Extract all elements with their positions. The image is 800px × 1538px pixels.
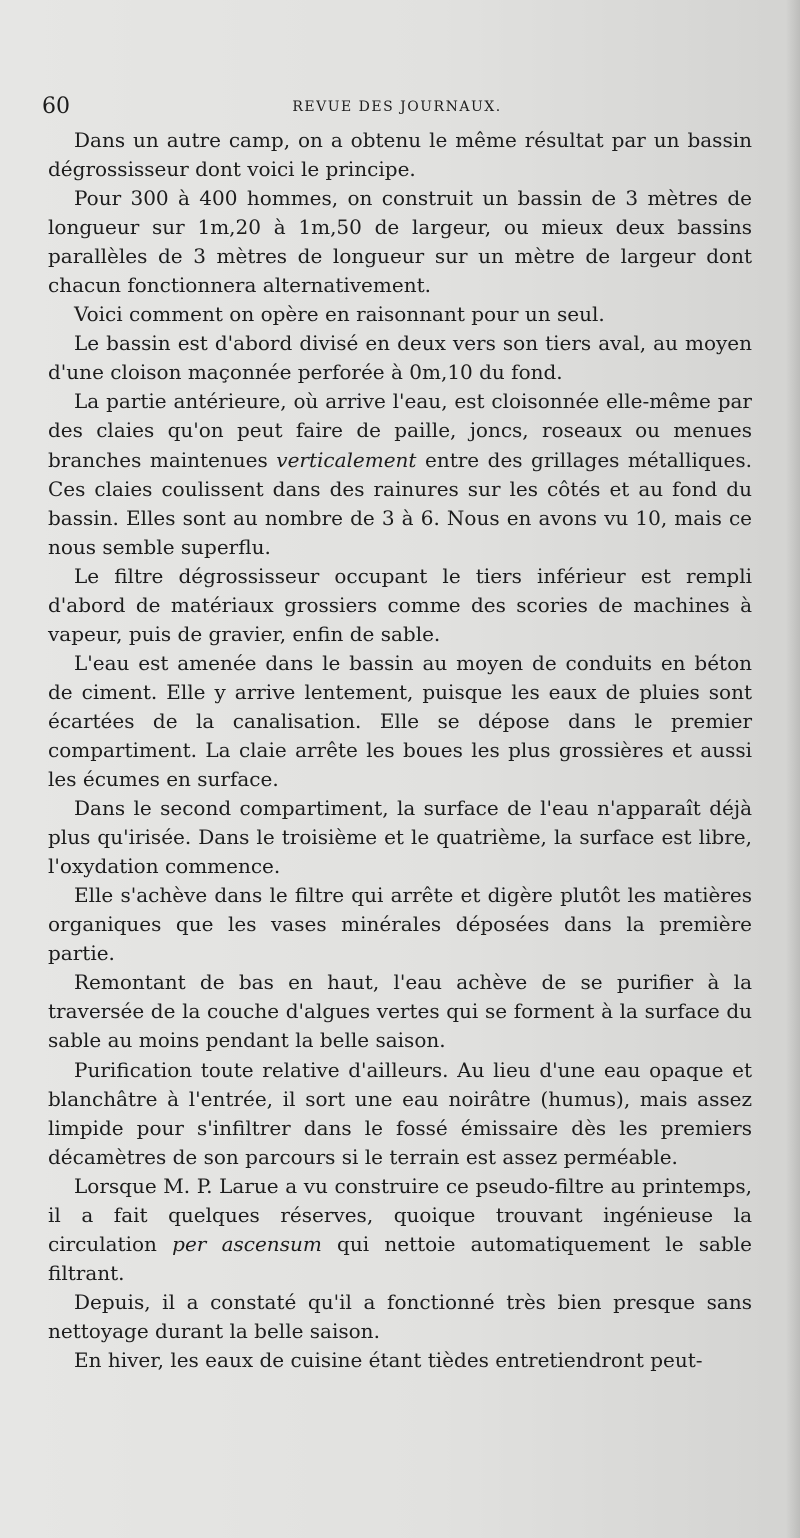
paragraph-12 (48, 1172, 752, 1288)
paragraph-1: Dans un autre camp, on a obtenu le même résultat par un bassin dégrossisseur dont voici le principe. (48, 128, 752, 182)
paragraph-3: Voici comment on opère en raisonnant pour un seul. (74, 302, 605, 327)
paragraph-11: Purification toute relative d'ailleurs. Au lieu d'une eau opaque et blanchâtre à l'entrée, il sort une eau noirâtre (humus), mais assez limpide pour s'infiltrer dans le fossé émissaire dès les premiers décamètres de son parcours si le terrain est assez perméable. (48, 1057, 752, 1169)
paragraph-12-text-after: qui nettoie automatiquement le sable filtrant. (48, 1231, 752, 1285)
paragraph-5-text-before: La partie antérieure, où arrive l'eau, est cloisonnée elle-même par des claies qu'on peut faire de paille, joncs, roseaux ou menues branches maintenues (48, 389, 752, 472)
paragraph-10: Remontant de bas en haut, l'eau achève de se purifier à la traversée de la couche d'algues vertes qui se forment à la surface du sable au moins pendant la belle saison. (48, 970, 752, 1053)
paragraph-12-text-before: Lorsque M. P. Larue a vu construire ce pseudo-filtre au printemps, il a fait quelques réserves, quoique trouvant ingénieuse la circulation (48, 1173, 752, 1256)
page-edge-shadow (786, 0, 800, 1538)
paragraph-2: Pour 300 à 400 hommes, on construit un bassin de 3 mètres de longueur sur 1m,20 à 1m,50 de largeur, ou mieux deux bassins parallèles de 3 mètres de longueur sur un mètre de largeur dont chacun fonctionnera alternativement. (48, 186, 752, 298)
paragraph-6: Le filtre dégrossisseur occupant le tiers inférieur est rempli d'abord de matériaux grossiers comme des scories de machines à vapeur, puis de gravier, enfin de sable. (48, 563, 752, 646)
paragraph-5-text-after: entre des grillages métalliques. Ces claies coulissent dans des rainures sur les côtés et au fond du bassin. Elles sont au nombre de 3 à 6. Nous en avons vu 10, mais ce nous semble superflu. (48, 447, 753, 559)
paragraph-5 (48, 387, 752, 561)
paragraph-5-italic: verticalement (276, 447, 417, 472)
running-title: REVUE DES JOURNAUX. (292, 99, 502, 115)
body-text (48, 126, 752, 1375)
page-number: 60 (42, 94, 70, 119)
paragraph-12-italic: per ascensum (172, 1231, 322, 1256)
paragraph-14: En hiver, les eaux de cuisine étant tièdes entretiendront peut- (74, 1347, 703, 1372)
paragraph-4: Le bassin est d'abord divisé en deux vers son tiers aval, au moyen d'une cloison maçonnée perforée à 0m,10 du fond. (48, 331, 752, 385)
paragraph-8: Dans le second compartiment, la surface de l'eau n'apparaît déjà plus qu'irisée. Dans le troisième et le quatrième, la surface est libre, l'oxydation commence. (48, 796, 752, 879)
page-header (42, 92, 752, 122)
paragraph-7: L'eau est amenée dans le bassin au moyen de conduits en béton de ciment. Elle y arrive lentement, puisque les eaux de pluies sont écartées de la canalisation. Elle se dépose dans le premier compartiment. La claie arrête les boues les plus grossières et aussi les écumes en surface. (48, 650, 752, 792)
paragraph-9: Elle s'achève dans le filtre qui arrête et digère plutôt les matières organiques que les vases minérales déposées dans la première partie. (48, 883, 752, 966)
paragraph-13: Depuis, il a constaté qu'il a fonctionné très bien presque sans nettoyage durant la belle saison. (48, 1289, 752, 1343)
